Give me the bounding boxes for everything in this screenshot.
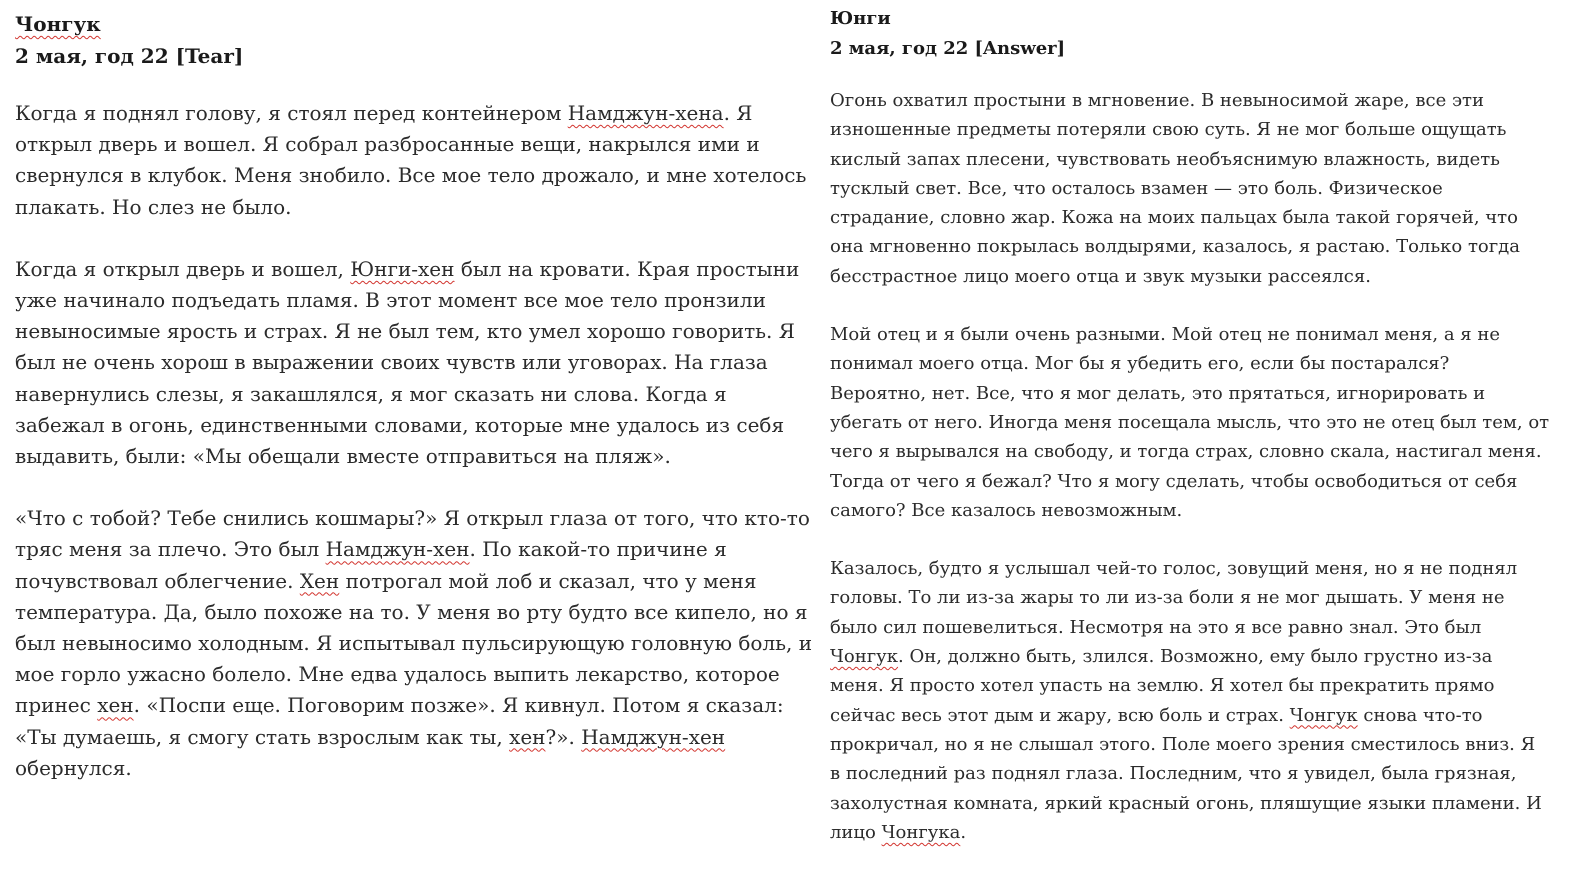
- text-span: . Он, должно быть, злился. Возможно, ему было грустно из-за меня. Я просто хотел упасть на землю. Я хотел бы прекратить прямо сейчас весь этот дым и жару, всю боль и страх.: [830, 646, 1495, 726]
- left-header: [15, 8, 815, 72]
- name-span: Намджун-хен: [325, 537, 470, 562]
- name-span: Намджун-хен: [581, 724, 726, 749]
- left-author: [15, 8, 815, 40]
- text-span: .: [960, 821, 967, 843]
- right-date: 2 мая, год 22 [Answer]: [830, 38, 1066, 59]
- name-span: Намджун-хена: [567, 101, 724, 125]
- text-span: . Я открыл дверь и вошел. Я собрал разбросанные вещи, накрылся ими и свернулся в клубок. Меня знобило. Все мое тело дрожало, и мне хотелось плакать. Но слез не было.: [15, 101, 807, 219]
- text-span: Мой отец и я были очень разными. Мой отец не понимал меня, а я не понимал моего отца. Мог бы я убедить его, если бы постарался? Вероятно, нет. Все, что я мог делать, это прятаться, игнорировать и убегать от него. Иногда меня посещала мысль, что это не отец был тем, от чего я вырывался на свободу, и тогда страх, словно скала, настигал меня. Тогда от чего я бежал? Что я могу сделать, чтобы освободиться от себя самого? Все казалось невозможным.: [830, 324, 1550, 521]
- right-paragraph-1: [830, 86, 1550, 291]
- name-span: хен: [509, 724, 546, 749]
- text-span: ?».: [545, 724, 582, 749]
- text-span: потрогал мой лоб и сказал, что у меня температура. Да, было похоже на то. У меня во рту будто все кипело, но я был невыносимо холодным. Я испытывал пульсирующую головную боль, и мое горло ужасно болело. Мне едва удалось выпить лекарство, которое принес: [15, 568, 813, 718]
- text-span: . «Поспи еще. Поговорим позже». Я кивнул. Потом я сказал: «Ты думаешь, я смогу стать взрослым как ты,: [15, 693, 784, 749]
- text-span: был на кровати. Края простыни уже начинало подъедать пламя. В этот момент все мое тело пронзили невыносимые ярость и страх. Я не был тем, кто умел хорошо говорить. Я был не очень хорош в выражении своих чувств или уговорах. На глаза навернулись слезы, я закашлялся, я мог сказать ни слова. Когда я забежал в огонь, единственными словами, которые мне удалось из себя выдавить, были: «Мы обещали вместе отправиться на пляж».: [15, 256, 800, 469]
- text-span: «Что с тобой? Тебе снились кошмары?» Я открыл глаза от того, что кто-то тряс меня за плечо. Это был: [15, 506, 810, 562]
- left-date: 2 мая, год 22 [Tear]: [15, 44, 244, 68]
- right-text: [830, 86, 1550, 847]
- name-span: Чонгук: [830, 646, 899, 668]
- text-span: Когда я открыл дверь и вошел,: [15, 256, 351, 281]
- right-header: [830, 4, 1550, 64]
- left-text: [15, 98, 815, 784]
- text-span: обернулся.: [15, 755, 132, 780]
- name-span: Юнги-хен: [350, 256, 455, 281]
- right-author: Юнги: [830, 8, 891, 29]
- left-author-name: Чонгук: [15, 12, 101, 36]
- text-span: Огонь охватил простыни в мгновение. В невыносимой жаре, все эти изношенные предметы потеряли свою суть. Я не мог больше ощущать кислый запах плесени, чувствовать необъяснимую влажность, видеть тусклый свет. Все, что осталось взамен — это боль. Физическое страдание, словно жар. Кожа на моих пальцах была такой горячей, что она мгновенно покрылась волдырями, казалось, я растаю. Только тогда бесстрастное лицо моего отца и звук музыки рассеялся.: [830, 90, 1520, 287]
- name-span: хен: [97, 693, 134, 718]
- right-paragraph-2: [830, 320, 1550, 525]
- right-paragraph-3: [830, 554, 1550, 847]
- right-column: [830, 0, 1550, 876]
- left-paragraph-3: [15, 503, 815, 784]
- name-span: Хен: [299, 568, 340, 593]
- left-paragraph-1: [15, 98, 815, 223]
- name-span: Чонгук: [1289, 704, 1358, 726]
- text-span: снова что-то прокричал, но я не слышал этого. Поле моего зрения сместилось вниз. Я в последний раз поднял глаза. Последним, что я увидел, была грязная, захолустная комната, яркий красный огонь, пляшущие языки пламени. И лицо: [830, 704, 1542, 843]
- name-span: Чонгука: [881, 821, 961, 843]
- text-span: . По какой-то причине я почувствовал облегчение.: [15, 537, 727, 593]
- text-span: Казалось, будто я услышал чей-то голос, зовущий меня, но я не поднял головы. То ли из-за жары то ли из-за боли я не мог дышать. У меня не было сил пошевелиться. Несмотря на это я все равно знал. Это был: [830, 558, 1518, 638]
- left-column: [15, 0, 815, 815]
- text-span: Когда я поднял голову, я стоял перед контейнером: [15, 101, 568, 125]
- left-paragraph-2: [15, 254, 815, 472]
